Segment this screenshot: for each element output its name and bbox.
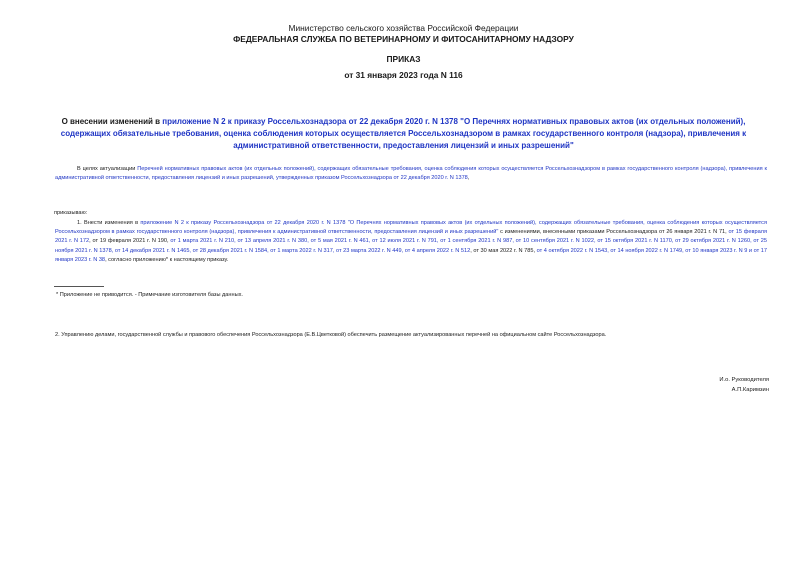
order-word: приказываю:: [54, 210, 88, 216]
signature-position: И.о. Руководителя: [719, 377, 769, 383]
intro-prefix: В целях актуализации: [77, 166, 138, 172]
item-2-text: 2. Управлению делами, государственной службы и правового обеспечения Россельхознадзора (Е.В.Цветковой) обеспечить размещение актуализированных перечней на официальном сайте Россельхознадзора.: [55, 332, 607, 338]
item-1-text-e: , согласно приложению* к настоящему приказу.: [105, 256, 229, 263]
item-1-link-amendments[interactable]: от 1 марта 2021 г. N 210, от 13 апреля 2021 г. N 380, от 5 мая 2021 г. N 461, от 12 июля 2021 г. N 791, от 1 сентября 2021 г. N 987, от 10 сентября 2021 г. N 1022, от 15 октября 2021 г. N 1170, от 29 октября 2021 г. N 1260, от 25 ноября 2021 г. N 1378, от 14 декабря 2021 г. N 1465, от 28 декабря 2021 г. N 1584, от 1 марта 2022 г. N 317, от 23 марта 2022 г. N 449, от 4 апреля 2022 г. N 512: [55, 238, 768, 254]
intro-paragraph: [55, 165, 767, 183]
document-date-number: от 31 января 2023 года N 116: [344, 70, 463, 80]
item-1-link-feb[interactable]: от 15 февраля 2021 г. N 172: [55, 229, 767, 245]
intro-link[interactable]: Перечней нормативных правовых актов (их отдельных положений), содержащих обязательные требования, оценка соблюдения которых осуществляется Россельхознадзором в рамках государственного контроля (надзора), привлечения к административной ответственности, предоставления лицензий и иных разрешений, утвержденных приказом Россельхознадзора от 22 декабря 2020 г. N 1378: [55, 166, 767, 182]
ministry-name: Министерство сельского хозяйства Российской Федерации: [288, 23, 519, 33]
item-1-link-appendix[interactable]: приложение N 2 к приказу Россельхознадзора от 22 декабря 2020 г. N 1378 "О Перечнях нормативных правовых актов (их отдельных положений), содержащих обязательные требования, оценка соблюдения которых осуществляется Россельхознадзором в рамках государственного контроля (надзора), привлечения к административной ответственности, предоставления лицензий и иных разрешений": [55, 220, 768, 236]
intro-suffix: ,: [467, 175, 470, 182]
item-1-link-recent[interactable]: от 4 октября 2022 г. N 1543, от 14 ноября 2022 г. N 1749, от 10 января 2023 г. N 9 и от 17 января 2023 г. N 38: [55, 247, 768, 263]
document-type: ПРИКАЗ: [386, 54, 421, 64]
signature-name: А.П.Каримзин: [731, 387, 769, 393]
footnote: * Приложение не приводится. - Примечание изготовителя базы данных.: [56, 292, 243, 298]
item-2-paragraph: [55, 331, 767, 340]
title-link[interactable]: приложение N 2 к приказу Россельхознадзора от 22 декабря 2020 г. N 1378 "О Перечнях нормативных правовых актов (их отдельных положений), содержащих обязательные требования, оценка соблюдения которых осуществляется Россельхознадзором в рамках государственного контроля (надзора), привлечения к административной ответственности, предоставления лицензий и иных разрешений": [60, 117, 747, 150]
item-1-text-d: , от 30 мая 2022 г. N 785,: [470, 247, 537, 254]
title-prefix: О внесении изменений в: [61, 117, 163, 126]
item-1-text-c: , от 19 февраля 2021 г. N 190,: [89, 238, 171, 245]
footnote-divider: [54, 286, 104, 287]
item-1-text-a: 1. Внести изменения в: [77, 220, 141, 226]
item-1-text-b: с изменениями, внесенными приказами Россельхознадзора от 26 января 2021 г. N 71,: [498, 229, 729, 236]
item-1-paragraph: [55, 219, 767, 265]
service-name: ФЕДЕРАЛЬНАЯ СЛУЖБА ПО ВЕТЕРИНАРНОМУ И ФИТОСАНИТАРНОМУ НАДЗОРУ: [233, 34, 574, 44]
document-title: [44, 116, 763, 152]
